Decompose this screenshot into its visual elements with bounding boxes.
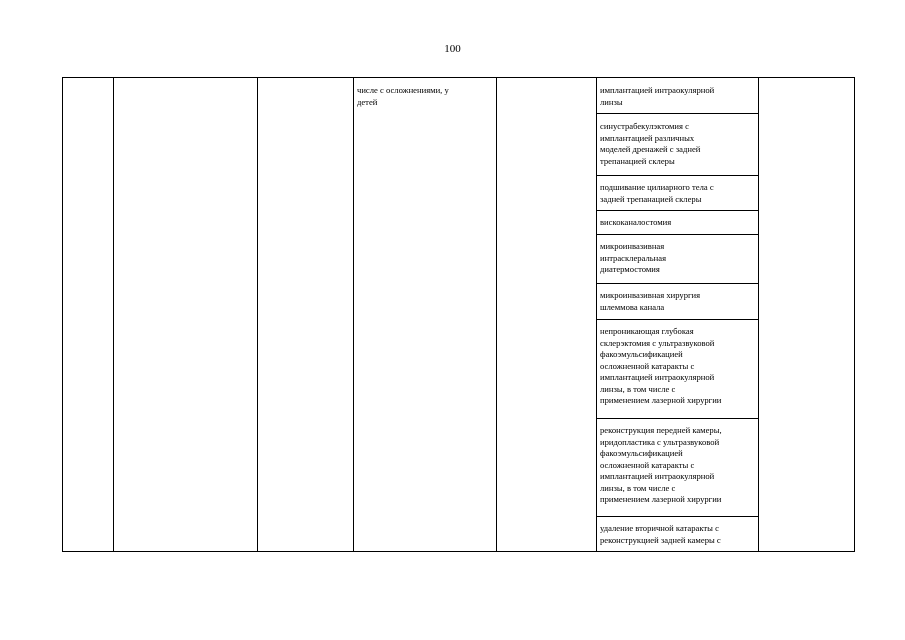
procedure-cell: реконструкция передней камеры, иридопластика с ультразвуковой факоэмульсификацией осложненной катаракты с имплантацией интраокулярной линзы, в том числе с применением лазерной хирургии [600, 425, 722, 504]
procedure-row-line [596, 210, 759, 211]
column-line [596, 77, 597, 552]
procedure-row-line [596, 175, 759, 176]
procedure-cell: непроникающая глубокая склерэктомия с ультразвуковой факоэмульсификацией осложненной катаракты с имплантацией интраокулярной линзы, в том числе с применением лазерной хирургии [600, 326, 722, 405]
procedure-cell: вискоканалостомия [600, 217, 672, 227]
column-line [496, 77, 497, 552]
procedure-cell: микроинвазивная хирургия шлеммова канала [600, 290, 701, 312]
column-line [854, 77, 855, 552]
procedure-cell: синустрабекулэктомия с имплантацией различных моделей дренажей с задней трепанацией склеры [600, 121, 701, 166]
column-line [62, 77, 63, 552]
table-bottom-border [62, 551, 855, 552]
procedure-row-line [596, 283, 759, 284]
table-top-border [62, 77, 855, 78]
procedure-cell: имплантацией интраокулярной линзы [600, 85, 715, 107]
procedure-row-line [596, 113, 759, 114]
column-line [353, 77, 354, 552]
condition-cell: числе с осложнениями, у детей [357, 85, 449, 107]
column-line [257, 77, 258, 552]
procedure-cell: микроинвазивная интрасклеральная диатермостомия [600, 241, 667, 274]
procedure-row-line [596, 234, 759, 235]
page-number: 100 [444, 43, 461, 55]
procedure-row-line [596, 319, 759, 320]
procedure-cell: подшивание цилиарного тела с задней трепанацией склеры [600, 182, 714, 204]
column-line [113, 77, 114, 552]
procedure-cell: удаление вторичной катаракты с реконструкцией задней камеры с [600, 523, 721, 545]
procedure-row-line [596, 516, 759, 517]
procedure-row-line [596, 418, 759, 419]
